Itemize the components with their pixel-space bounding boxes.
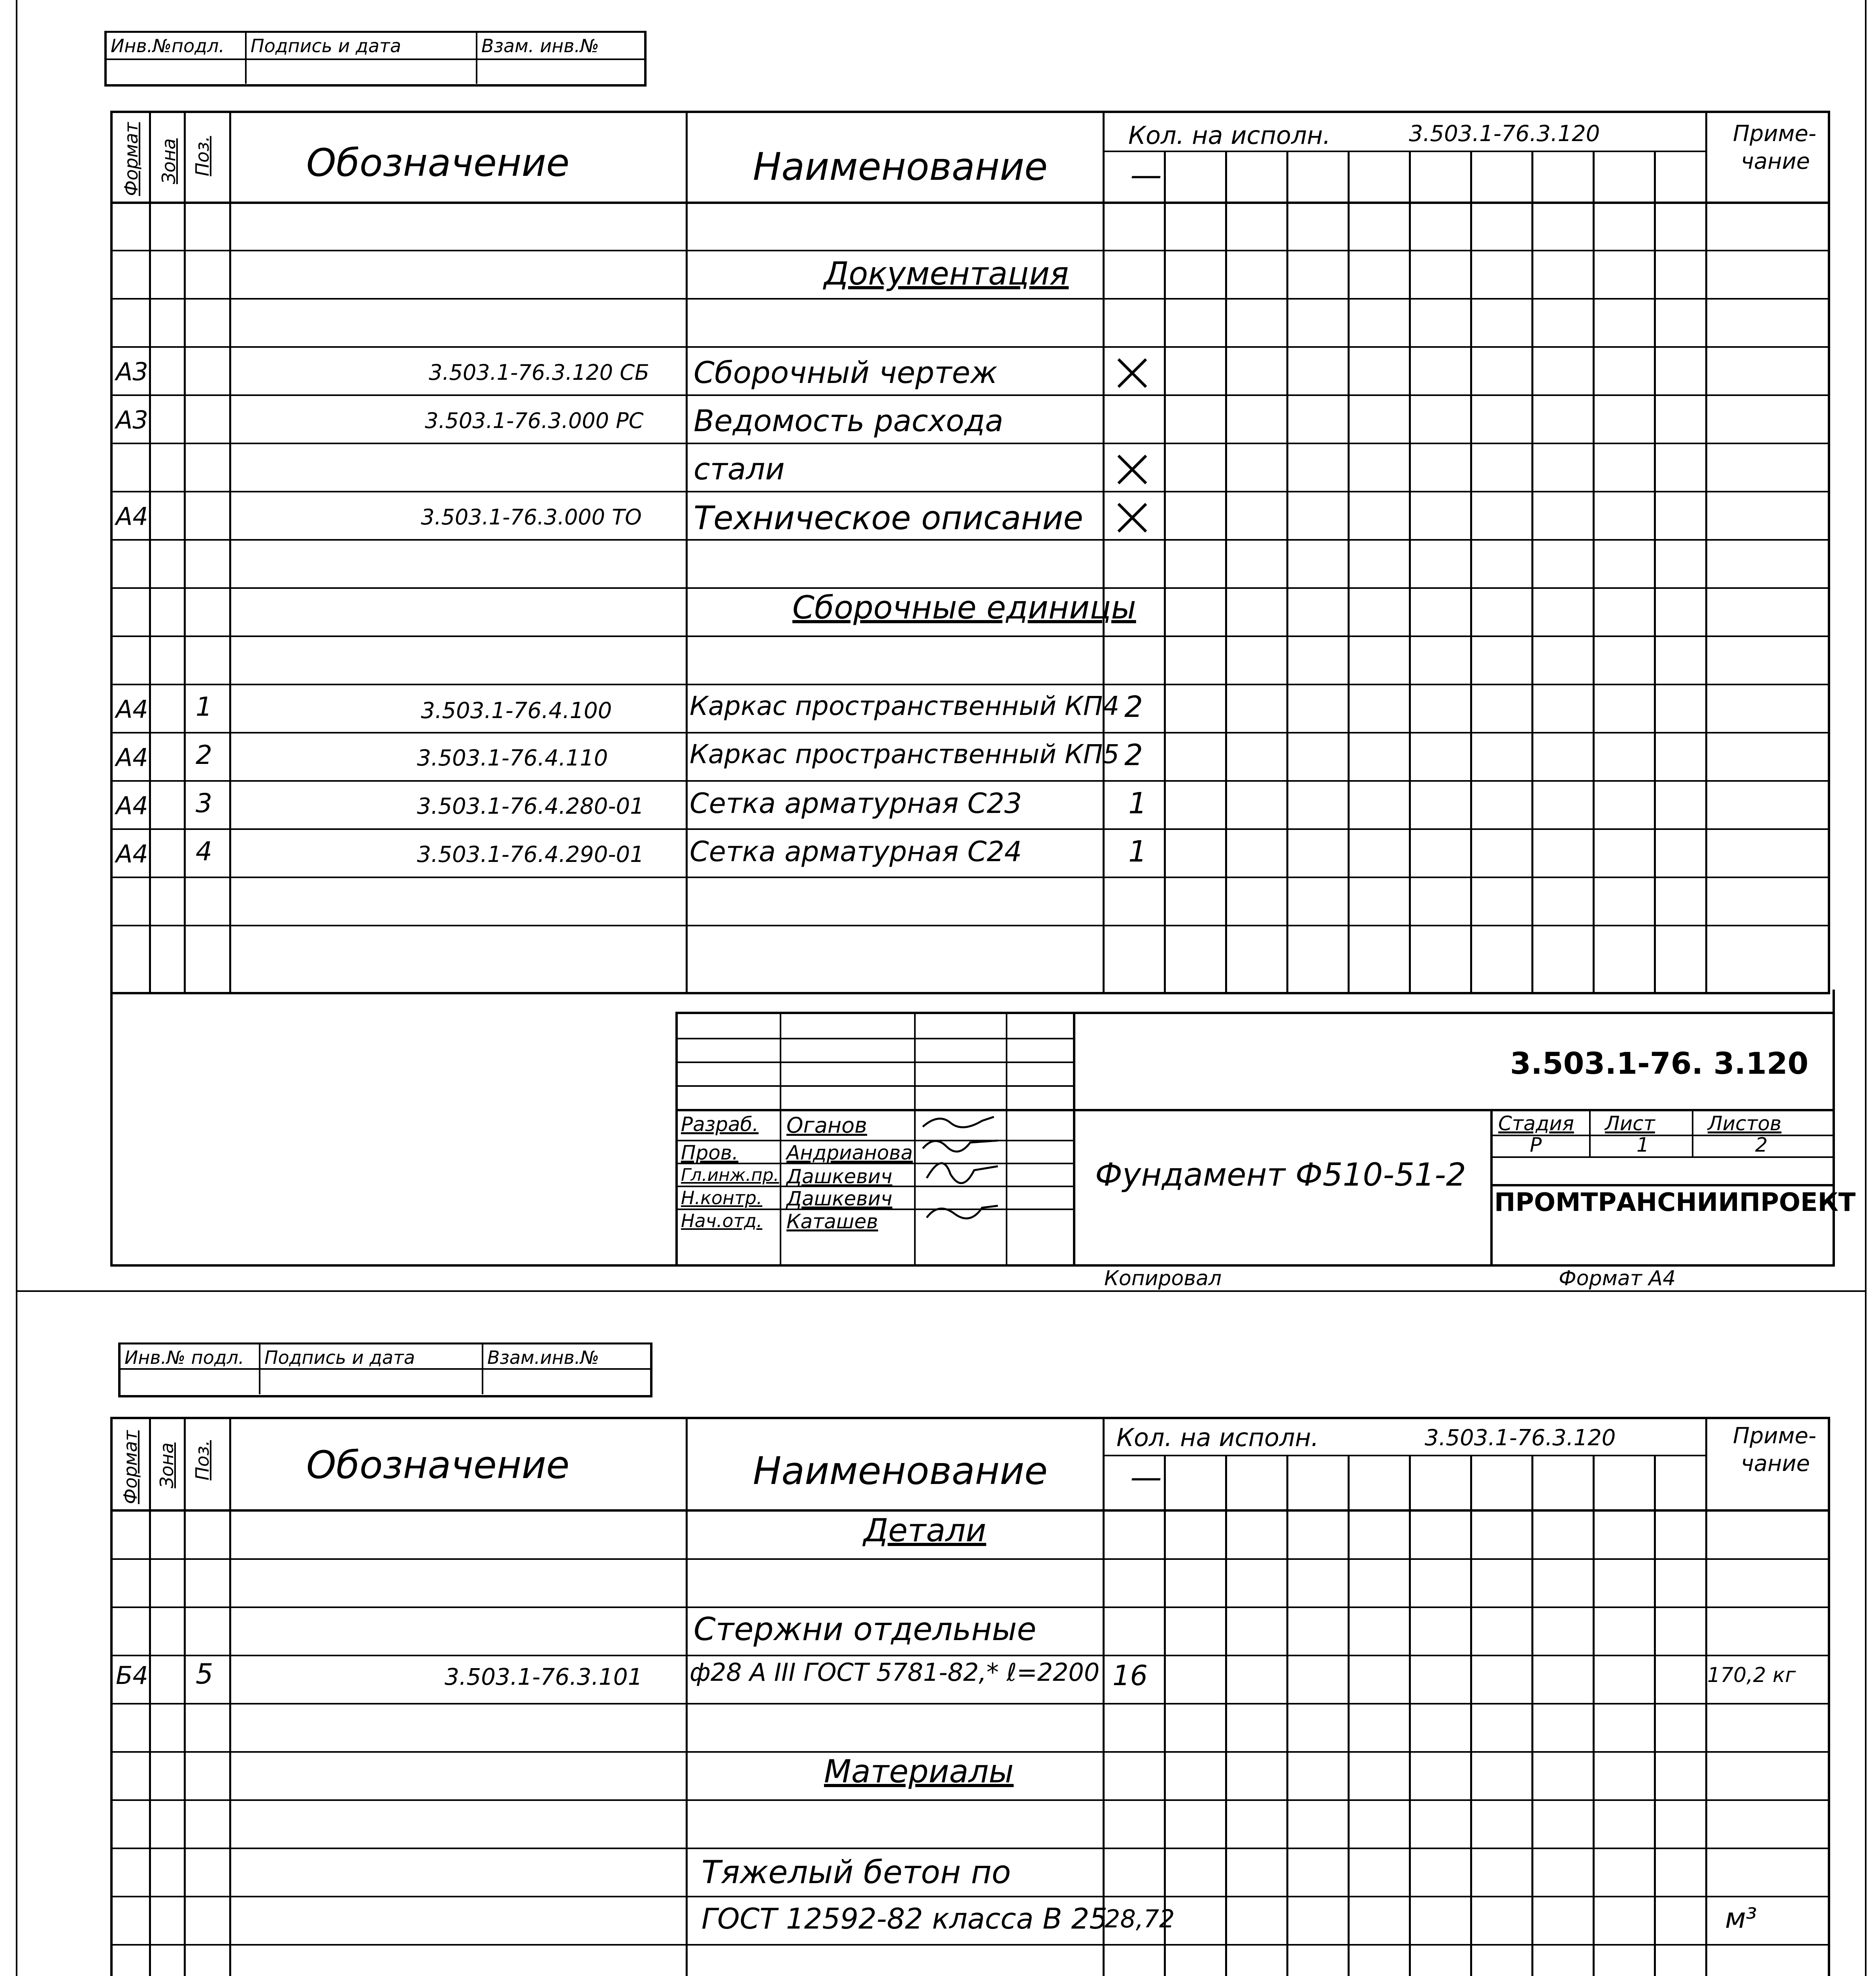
stamp-vzam-inv: Взам. инв.№ [481, 35, 599, 57]
header-prim: Приме- [1733, 121, 1816, 147]
header2-prim: Приме- [1733, 1423, 1816, 1449]
header2-poz: Поз. [192, 1440, 213, 1480]
stamp2-inv-podl: Инв.№ подл. [121, 1344, 260, 1368]
header-naimenovanie: Наименование [753, 145, 1048, 189]
row-b4-note: 170,2 кг [1707, 1663, 1796, 1687]
row8-oboz: 3.503.1-76.4.290-01 [417, 842, 644, 867]
row6-qty: 2 [1124, 738, 1143, 772]
row3-cross-mark [1116, 454, 1148, 485]
list-value: 1 [1637, 1133, 1649, 1156]
row2-oboz: 3.503.1-76.3.000 РС [425, 408, 644, 433]
sheet-1 [16, 0, 1867, 1292]
row-b4-qty: 16 [1112, 1659, 1148, 1692]
row-gost-name: ГОСТ 12592-82 класса В 25 [701, 1902, 1108, 1935]
row6-poz: 2 [196, 740, 212, 770]
name-gl-inzh: Дашкевич [786, 1165, 892, 1188]
row-gost-note: м³ [1725, 1902, 1757, 1935]
row-b4-oboz: 3.503.1-76.3.101 [445, 1663, 643, 1690]
header-oboznachenie: Обозначение [306, 141, 570, 185]
row7-format: А4 [116, 791, 148, 820]
org-name: ПРОМТРАНСНИИПРОЕКТ [1494, 1188, 1856, 1217]
header2-zona: Зона [156, 1442, 177, 1488]
row5-name: Каркас пространственный КП4 [690, 691, 1120, 721]
listov-value: 2 [1755, 1133, 1768, 1156]
row7-name: Сетка арматурная С23 [690, 787, 1022, 820]
row5-format: А4 [116, 695, 148, 724]
row4-cross-mark [1116, 502, 1148, 534]
list-label: Лист [1605, 1112, 1655, 1135]
stadia-label: Стадия [1498, 1112, 1574, 1135]
header2-format: Формат [120, 1430, 141, 1504]
title-block-1-code: 3.503.1-76. 3.120 [1510, 1046, 1809, 1081]
row6-name: Каркас пространственный КП5 [690, 739, 1120, 769]
header2-prim2: чание [1741, 1451, 1810, 1476]
stamp2-podpis-data: Подпись и дата [260, 1344, 483, 1368]
name-nach-otd: Каташев [786, 1210, 878, 1233]
header2-oboznachenie: Обозначение [306, 1443, 570, 1487]
top-stamp [104, 31, 647, 87]
row7-qty: 1 [1128, 786, 1147, 820]
row4-format: А4 [116, 502, 148, 531]
section-details: Детали [864, 1512, 986, 1549]
row5-oboz: 3.503.1-76.4.100 [421, 698, 612, 724]
row-sterzhni-name: Стержни отдельные [694, 1611, 1037, 1648]
header-prim2: чание [1741, 149, 1810, 174]
row-beton-name: Тяжелый бетон по [701, 1854, 1011, 1891]
signature-scribbles [915, 1111, 1006, 1229]
title-block-1-title: Фундамент Ф510-51-2 [1095, 1156, 1466, 1193]
name-n-kontr: Дашкевич [786, 1187, 892, 1210]
row4-oboz: 3.503.1-76.3.000 ТО [421, 505, 642, 530]
row6-oboz: 3.503.1-76.4.110 [417, 745, 608, 771]
section-assembly: Сборочные единицы [792, 589, 1136, 626]
spec-table-2 [110, 1417, 1830, 1976]
stadia-value: Р [1530, 1133, 1542, 1156]
row7-oboz: 3.503.1-76.4.280-01 [417, 794, 644, 819]
role-razrab: Разраб. [681, 1113, 759, 1136]
row2-format: А3 [116, 405, 148, 434]
row1-cross-mark [1116, 357, 1148, 389]
header-doc-code: 3.503.1-76.3.120 [1409, 121, 1600, 147]
footer-format-1: Формат А4 [1559, 1267, 1676, 1290]
header2-doc-code: 3.503.1-76.3.120 [1425, 1425, 1616, 1451]
row5-qty: 2 [1124, 690, 1143, 724]
row8-name: Сетка арматурная С24 [690, 835, 1022, 868]
row-b4-format: Б4 [116, 1661, 148, 1690]
row2-name: Ведомость расхода [694, 403, 1003, 438]
sheet-2 [16, 1290, 1867, 1976]
header-format: Формат [121, 122, 142, 196]
top-stamp-2 [118, 1342, 652, 1397]
row1-format: А3 [116, 357, 148, 386]
header-poz: Поз. [192, 136, 213, 176]
row7-poz: 3 [196, 788, 212, 818]
footer-copied-1: Копировал [1104, 1267, 1222, 1290]
header2-dash: — [1130, 1459, 1162, 1495]
role-gl-inzh: Гл.инж.пр. [681, 1165, 779, 1185]
name-razrab: Оганов [786, 1113, 867, 1138]
stamp-podpis-data: Подпись и дата [247, 33, 477, 58]
listov-label: Листов [1708, 1112, 1782, 1135]
header-zona: Зона [158, 138, 179, 184]
row8-qty: 1 [1128, 835, 1147, 869]
section-materials: Материалы [824, 1753, 1014, 1790]
row6-format: А4 [116, 743, 148, 772]
row-b4-poz: 5 [196, 1658, 213, 1690]
role-prov: Пров. [681, 1141, 739, 1164]
row-gost-qty: 28,72 [1105, 1904, 1175, 1933]
name-prov: Андрианова [786, 1141, 913, 1164]
header-kol: Кол. на исполн. [1128, 121, 1331, 150]
section-documentation: Документация [824, 255, 1069, 292]
spec-table-1 [110, 111, 1830, 994]
row1-oboz: 3.503.1-76.3.120 СБ [429, 360, 649, 385]
role-n-kontr: Н.контр. [681, 1187, 762, 1209]
header2-naimenovanie: Наименование [753, 1449, 1048, 1493]
stamp-inv-podl: Инв.№подл. [107, 33, 247, 58]
header2-kol: Кол. на исполн. [1116, 1423, 1319, 1452]
role-nach-otd: Нач.отд. [681, 1210, 762, 1231]
row5-poz: 1 [196, 692, 212, 722]
row8-format: А4 [116, 839, 148, 868]
row3-name: стали [694, 451, 785, 486]
row1-name: Сборочный чертеж [694, 355, 997, 390]
row8-poz: 4 [196, 836, 212, 867]
row-b4-name: ф28 А III ГОСТ 5781-82,* ℓ=2200 [690, 1658, 1100, 1687]
stamp2-vzam-inv: Взам.инв.№ [487, 1347, 600, 1368]
header-dash: — [1130, 156, 1162, 193]
row4-name: Техническое описание [694, 500, 1083, 537]
title-block-1 [675, 1012, 1856, 1267]
